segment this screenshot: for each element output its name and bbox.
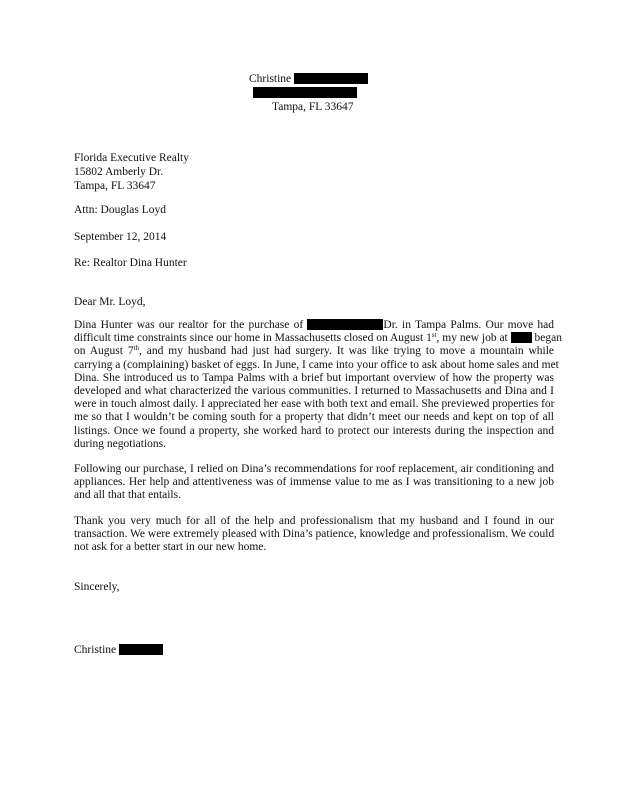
paragraph-3-line: Thank you very much for all of the help and professionalism that my husband and I found in our — [74, 515, 554, 527]
date-line: September 12, 2014 — [74, 231, 167, 243]
closing: Sincerely, — [74, 581, 120, 593]
paragraph-1-line: developed and what characterized the various communities. I returned to Massachusetts and Dina and I — [74, 384, 554, 397]
recipient-company: Florida Executive Realty — [74, 152, 189, 164]
paragraph-1-line: during negotiations. — [74, 437, 166, 450]
paragraph-1-line: me so that I wouldn’t be coming south for a property that didn’t meet our needs and kept on top of all — [74, 411, 554, 424]
redaction-employer — [511, 332, 532, 343]
p1-text: began — [534, 332, 562, 345]
sender-first-name: Christine — [249, 73, 292, 85]
p1-superscript: st — [431, 331, 437, 340]
p1-text: , my new job at — [436, 332, 508, 345]
paragraph-3 — [74, 515, 554, 555]
paragraph-1-line: listings. Once we found a property, she worked hard to protect our interests during the inspection and — [74, 424, 554, 437]
salutation: Dear Mr. Loyd, — [74, 296, 146, 308]
paragraph-1-line — [74, 319, 554, 332]
paragraph-2-line: and all that that entails. — [74, 489, 181, 502]
paragraph-2 — [74, 463, 554, 503]
recipient-city: Tampa, FL 33647 — [74, 180, 156, 192]
paragraph-2-line: appliances. Her help and attentiveness was of immense value to me as I was transitioning to a new job — [74, 476, 554, 489]
recipient-address — [74, 151, 189, 193]
paragraph-1-line: were in touch almost daily. I appreciated her ease with both text and email. She previewed properties for — [74, 398, 555, 411]
redaction-sender-surname — [294, 73, 368, 84]
p1-text: , and my husband had just had surgery. It was like trying to move a mountain while — [139, 345, 554, 358]
re-line: Re: Realtor Dina Hunter — [74, 257, 187, 269]
paragraph-1 — [74, 319, 562, 451]
p1-text: Dina Hunter was our realtor for the purchase of — [74, 319, 304, 331]
attn-line: Attn: Douglas Loyd — [74, 204, 166, 216]
recipient-street: 15802 Amberly Dr. — [74, 166, 164, 178]
sender-street-line — [253, 86, 357, 100]
paragraph-3-line: not ask for a better start in our new home. — [74, 541, 267, 554]
sender-name — [249, 72, 368, 86]
redaction-signature-surname — [119, 644, 163, 655]
p1-text: Dr. in Tampa Palms. Our move had — [383, 319, 555, 331]
paragraph-1-line: carrying a (complaining) basket of eggs. In June, I came into your office to ask about home sales and met — [74, 358, 559, 371]
signature-line — [74, 643, 163, 657]
paragraph-1-line: Dina. She introduced us to Tampa Palms with a brief but important overview of how the property was — [74, 371, 554, 384]
paragraph-3-line: transaction. We were extremely pleased with Dina’s patience, knowledge and professionalism. We could — [74, 528, 555, 541]
paragraph-1-line — [74, 345, 554, 358]
redaction-sender-street — [253, 87, 357, 98]
sender-city-line: Tampa, FL 33647 — [272, 101, 354, 113]
p1-text: difficult time constraints since our home in Massachusetts closed on August 1 — [74, 332, 432, 345]
paragraph-2-line: Following our purchase, I relied on Dina’s recommendations for roof replacement, air conditioning and — [74, 463, 554, 475]
p1-superscript: th — [133, 344, 140, 353]
signature-first-name: Christine — [74, 644, 117, 656]
p1-text: on August 7 — [74, 345, 134, 358]
paragraph-1-line — [74, 331, 562, 345]
redaction-property-address — [307, 319, 383, 330]
